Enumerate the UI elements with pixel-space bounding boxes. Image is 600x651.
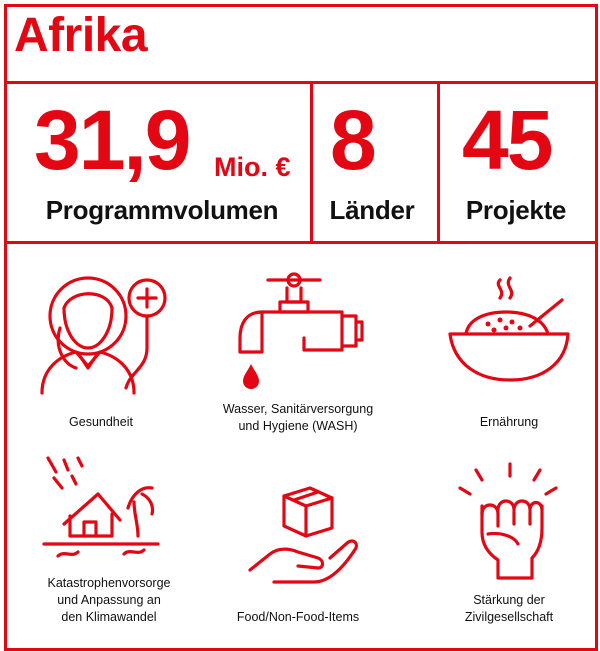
volume-value: 31,9 [34,93,190,187]
sector-caption-disaster: Katastrophenvorsorge und Anpassung an den Klimawandel [47,576,171,624]
projects-label: Projekte [465,195,567,225]
sector-caption-items: Food/Non-Food-Items [236,610,360,624]
health-worker-icon [30,268,170,398]
projects-value: 45 [462,93,552,187]
food-bowl-icon [444,276,574,391]
sector-caption-health: Gesundheit [69,415,133,429]
volume-label: Programmvolumen [45,195,279,225]
countries-value: 8 [330,93,375,187]
volume-unit: Mio. € [214,152,291,182]
divider-title [7,81,595,84]
sector-caption-civil-society: Stärkung der Zivilgesellschaft [464,593,554,624]
sector-caption-nutrition: Ernährung [479,415,539,429]
page-title: Afrika [14,9,148,62]
divider-stats [7,241,595,244]
sector-caption-wash: Wasser, Sanitärversorgung und Hygiene (WASH) [222,402,374,433]
disaster-storm-icon [38,454,168,564]
raised-fist-icon [454,462,564,582]
water-tap-icon [232,266,372,396]
hand-package-icon [244,486,364,586]
countries-label: Länder [329,195,415,225]
